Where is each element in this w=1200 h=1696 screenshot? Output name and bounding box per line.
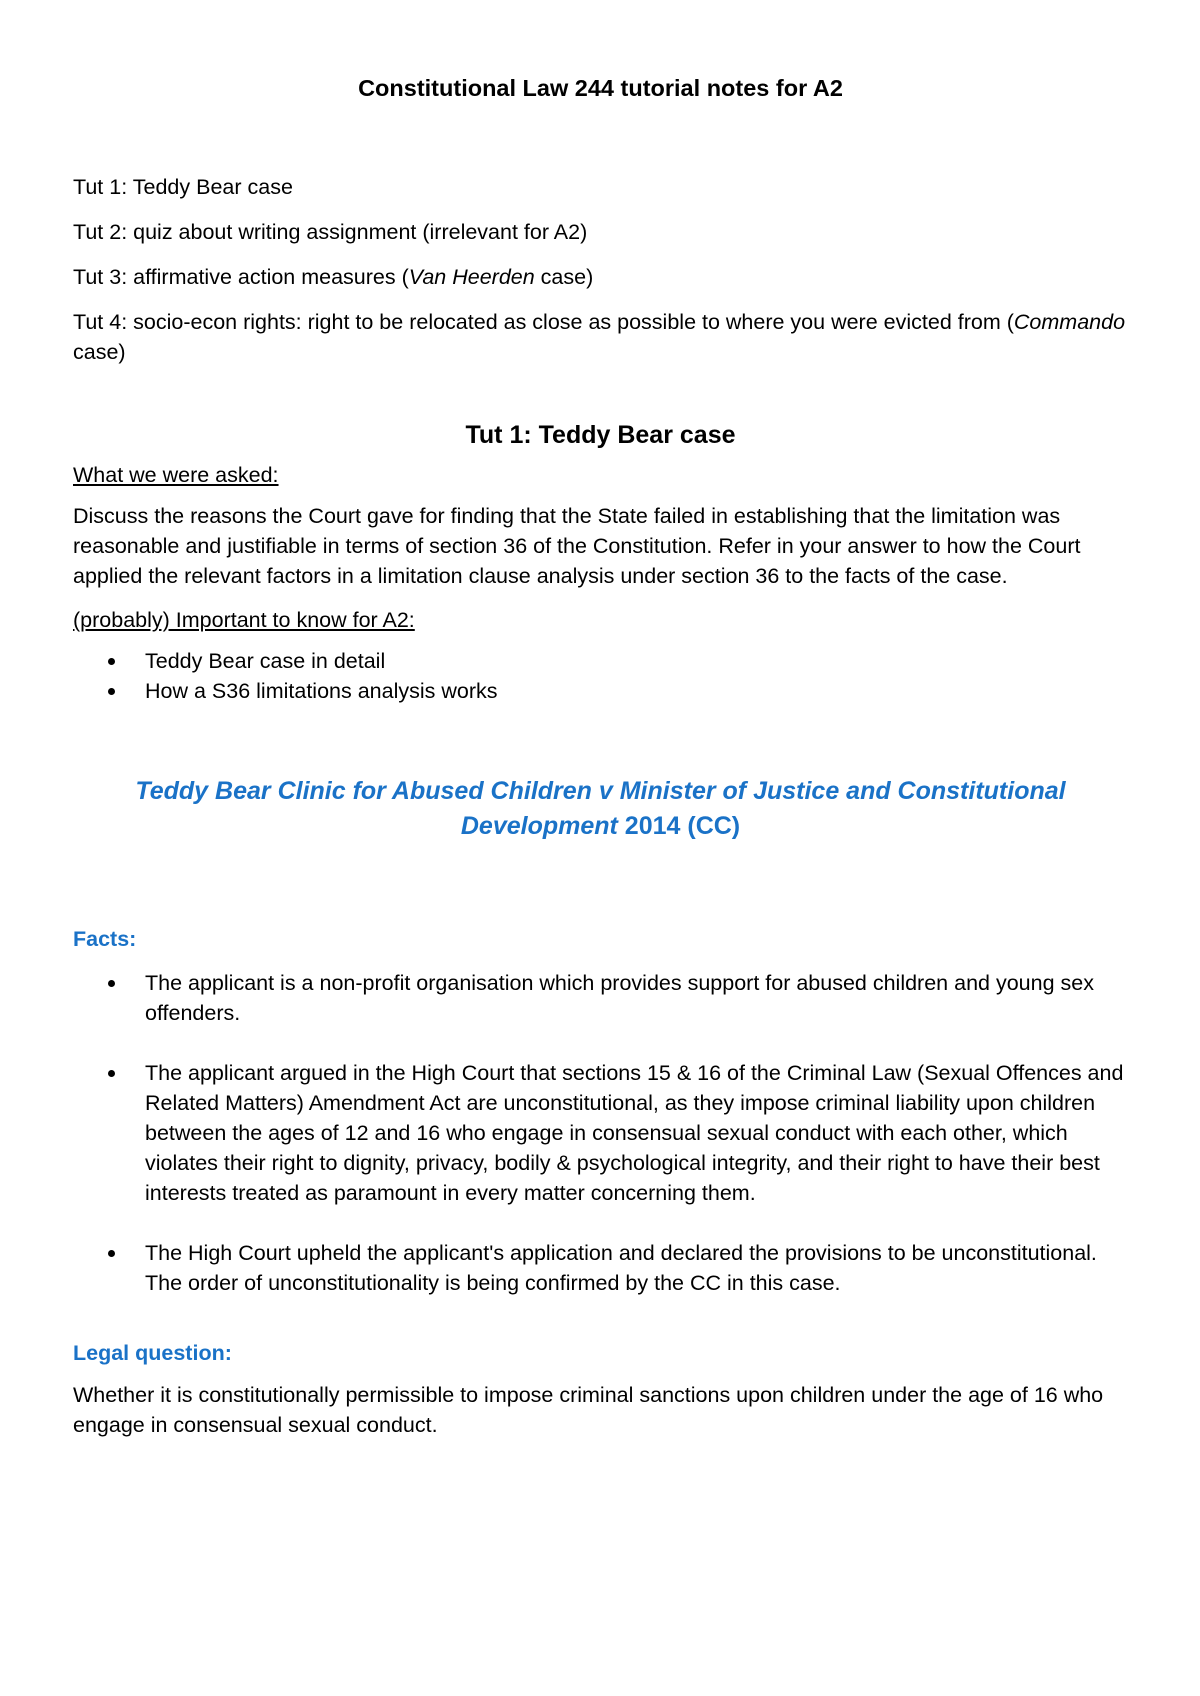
legal-question-heading: Legal question: bbox=[73, 1341, 232, 1365]
bullet-icon bbox=[108, 688, 115, 695]
important-list bbox=[73, 646, 1128, 706]
list-item: How a S36 limitations analysis works bbox=[73, 676, 1128, 706]
list-item: The High Court upheld the applicant's application and declared the provisions to be unconstitutional. The order of unconstitutionality is being confirmed by the CC in this case. bbox=[73, 1238, 1128, 1298]
bullet-icon bbox=[108, 1070, 115, 1077]
list-item: The applicant argued in the High Court that sections 15 & 16 of the Criminal Law (Sexual Offences and Related Matters) Amendment Act are unconstitutional, as they impose criminal liability upon children between the ages of 12 and 16 who engage in consensual sexual conduct with each other, which violates their right to dignity, privacy, bodily & psychological integrity, and their right to have their best interests treated as paramount in every matter concerning them. bbox=[73, 1058, 1128, 1208]
tutorial-item: Tut 2: quiz about writing assignment (irrelevant for A2) bbox=[73, 220, 588, 244]
tutorial-list bbox=[73, 172, 1128, 367]
section-heading-tut1: Tut 1: Teddy Bear case bbox=[465, 421, 736, 449]
list-item: The applicant is a non-profit organisation which provides support for abused children and young sex offenders. bbox=[73, 968, 1128, 1028]
asked-text: Discuss the reasons the Court gave for finding that the State failed in establishing that the limitation was reasonable and justifiable in terms of section 36 of the Constitution. Refer in your answer to how the Court applied the relevant factors in a limitation clause analysis under section 36 to the facts of the case. bbox=[73, 504, 1081, 588]
important-label: (probably) Important to know for A2: bbox=[73, 608, 415, 632]
tutorial-item: Tut 4: socio-econ rights: right to be relocated as close as possible to where you were evicted from (Commando case) bbox=[73, 310, 1126, 364]
list-item: Teddy Bear case in detail bbox=[73, 646, 1128, 676]
asked-label: What we were asked: bbox=[73, 463, 279, 487]
legal-question-text: Whether it is constitutionally permissible to impose criminal sanctions upon children under the age of 16 who engage in consensual sexual conduct. bbox=[73, 1383, 1104, 1437]
case-title: Teddy Bear Clinic for Abused Children v Minister of Justice and Constitutional Development 2014 (CC) bbox=[135, 777, 1066, 840]
bullet-icon bbox=[108, 1250, 115, 1257]
case-name-italic: Van Heerden bbox=[408, 265, 535, 289]
tutorial-item: Tut 1: Teddy Bear case bbox=[73, 175, 293, 199]
bullet-icon bbox=[108, 980, 115, 987]
tutorial-item: Tut 3: affirmative action measures (Van Heerden case) bbox=[73, 265, 594, 289]
case-name-italic: Commando bbox=[1013, 310, 1126, 334]
facts-list bbox=[73, 968, 1128, 1298]
facts-heading: Facts: bbox=[73, 927, 137, 951]
bullet-icon bbox=[108, 658, 115, 665]
document-title: Constitutional Law 244 tutorial notes for A2 bbox=[358, 75, 843, 101]
